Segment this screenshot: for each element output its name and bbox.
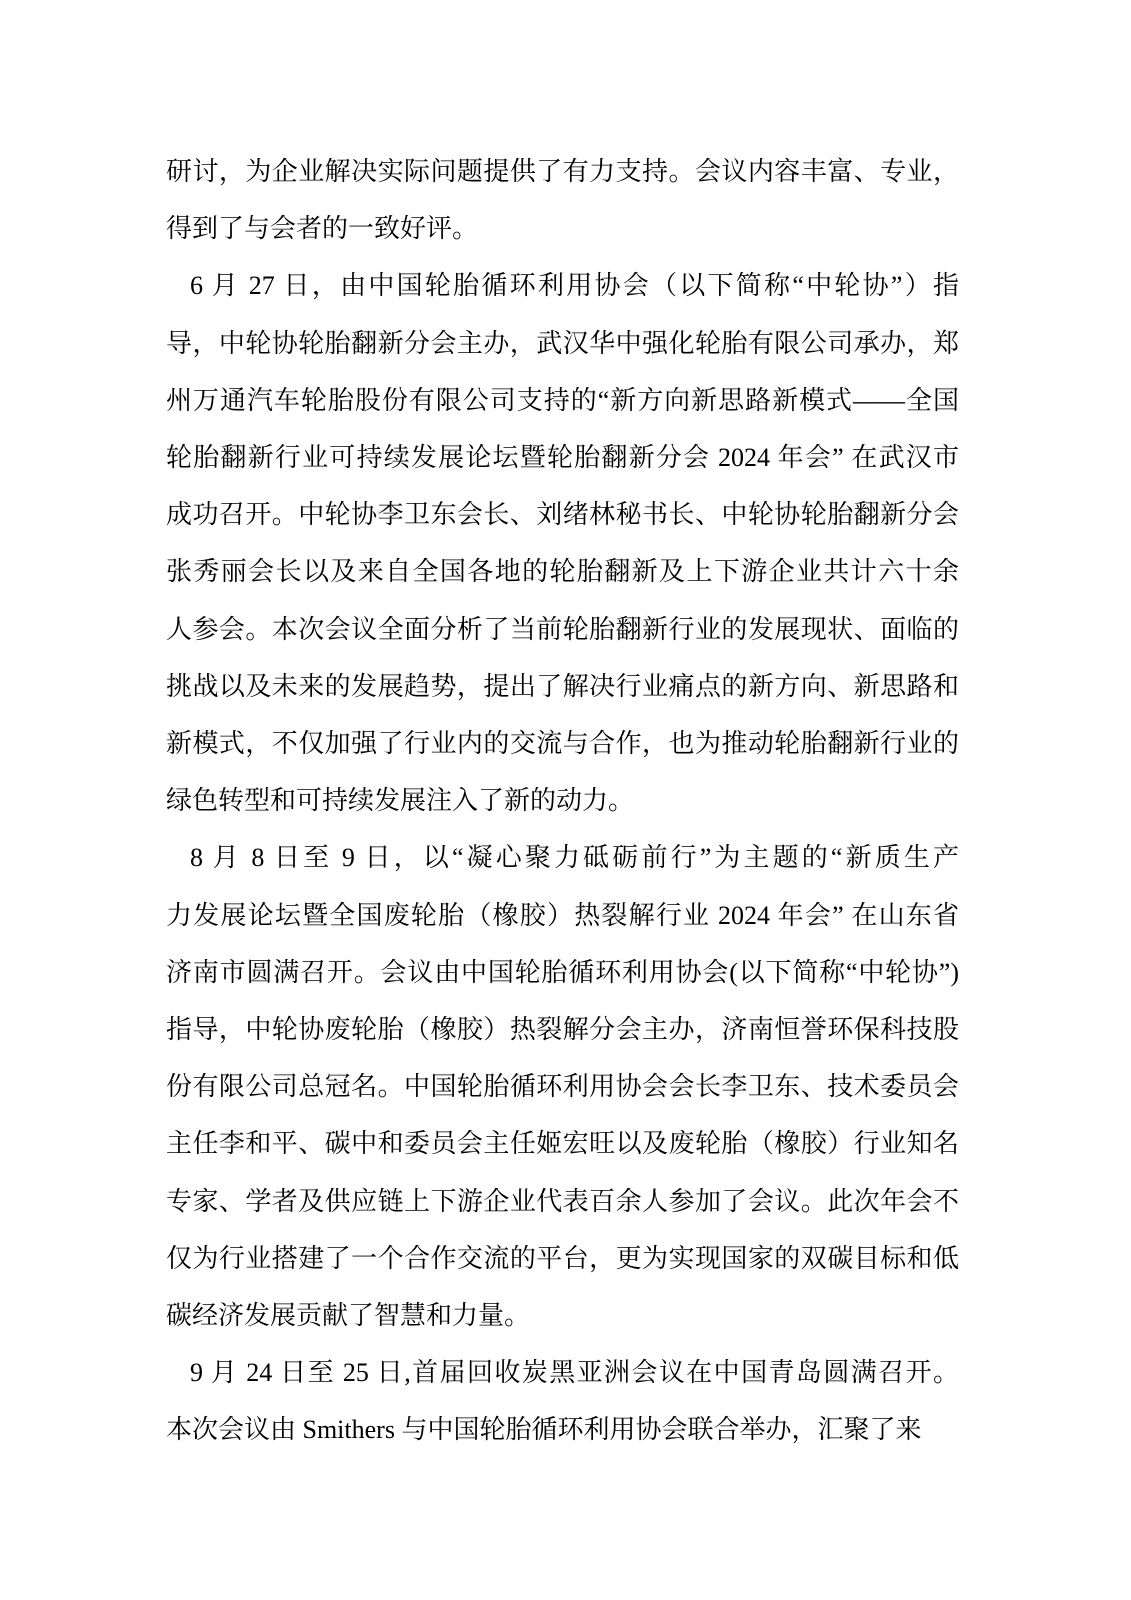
text-line: 本次会议由 Smithers 与中国轮胎循环利用协会联合举办，汇聚了来: [166, 1415, 922, 1445]
text-line: 8 月 8 日至 9 日，以“凝心聚力砥砺前行”为主题的“新质生产: [190, 843, 959, 873]
text-block: [166, 143, 959, 1459]
text-line: 绿色转型和可持续发展注入了新的动力。: [166, 786, 635, 816]
text-line: 9 月 24 日至 25 日,首届回收炭黑亚洲会议在中国青岛圆满召开。: [190, 1358, 959, 1388]
text-line: 研讨，为企业解决实际问题提供了有力支持。会议内容丰富、专业，: [166, 157, 959, 186]
text-line: 张秀丽会长以及来自全国各地的轮胎翻新及上下游企业共计六十余: [166, 557, 959, 587]
text-line: 主任李和平、碳中和委员会主任姬宏旺以及废轮胎（橡胶）行业知名: [166, 1129, 959, 1159]
text-line: 碳经济发展贡献了智慧和力量。: [166, 1301, 531, 1331]
text-line: 挑战以及未来的发展趋势，提出了解决行业痛点的新方向、新思路和: [166, 671, 959, 701]
text-line: 专家、学者及供应链上下游企业代表百余人参加了会议。此次年会不: [166, 1186, 959, 1216]
text-line: 份有限公司总冠名。中国轮胎循环利用协会会长李卫东、技术委员会: [166, 1072, 959, 1102]
text-line: 得到了与会者的一致好评。: [166, 214, 479, 244]
text-line: 州万通汽车轮胎股份有限公司支持的“新方向新思路新模式——全国: [166, 385, 959, 415]
text-line: 力发展论坛暨全国废轮胎（橡胶）热裂解行业 2024 年会” 在山东省: [166, 900, 959, 930]
text-line: 新模式，不仅加强了行业内的交流与合作，也为推动轮胎翻新行业的: [166, 729, 959, 759]
text-line: 轮胎翻新行业可持续发展论坛暨轮胎翻新分会 2024 年会” 在武汉市: [166, 443, 959, 473]
text-line: 成功召开。中轮协李卫东会长、刘绪林秘书长、中轮协轮胎翻新分会: [166, 500, 959, 530]
text-line: 6 月 27 日，由中国轮胎循环利用协会（以下简称“中轮协”）指: [190, 271, 959, 301]
text-line: 济南市圆满召开。会议由中国轮胎循环利用协会(以下简称“中轮协”): [166, 957, 959, 987]
text-line: 指导，中轮协废轮胎（橡胶）热裂解分会主办，济南恒誉环保科技股: [166, 1015, 959, 1045]
text-line: 人参会。本次会议全面分析了当前轮胎翻新行业的发展现状、面临的: [166, 614, 959, 644]
text-line: 导，中轮协轮胎翻新分会主办，武汉华中强化轮胎有限公司承办，郑: [166, 328, 959, 358]
text-line: 仅为行业搭建了一个合作交流的平台，更为实现国家的双碳目标和低: [166, 1243, 959, 1273]
